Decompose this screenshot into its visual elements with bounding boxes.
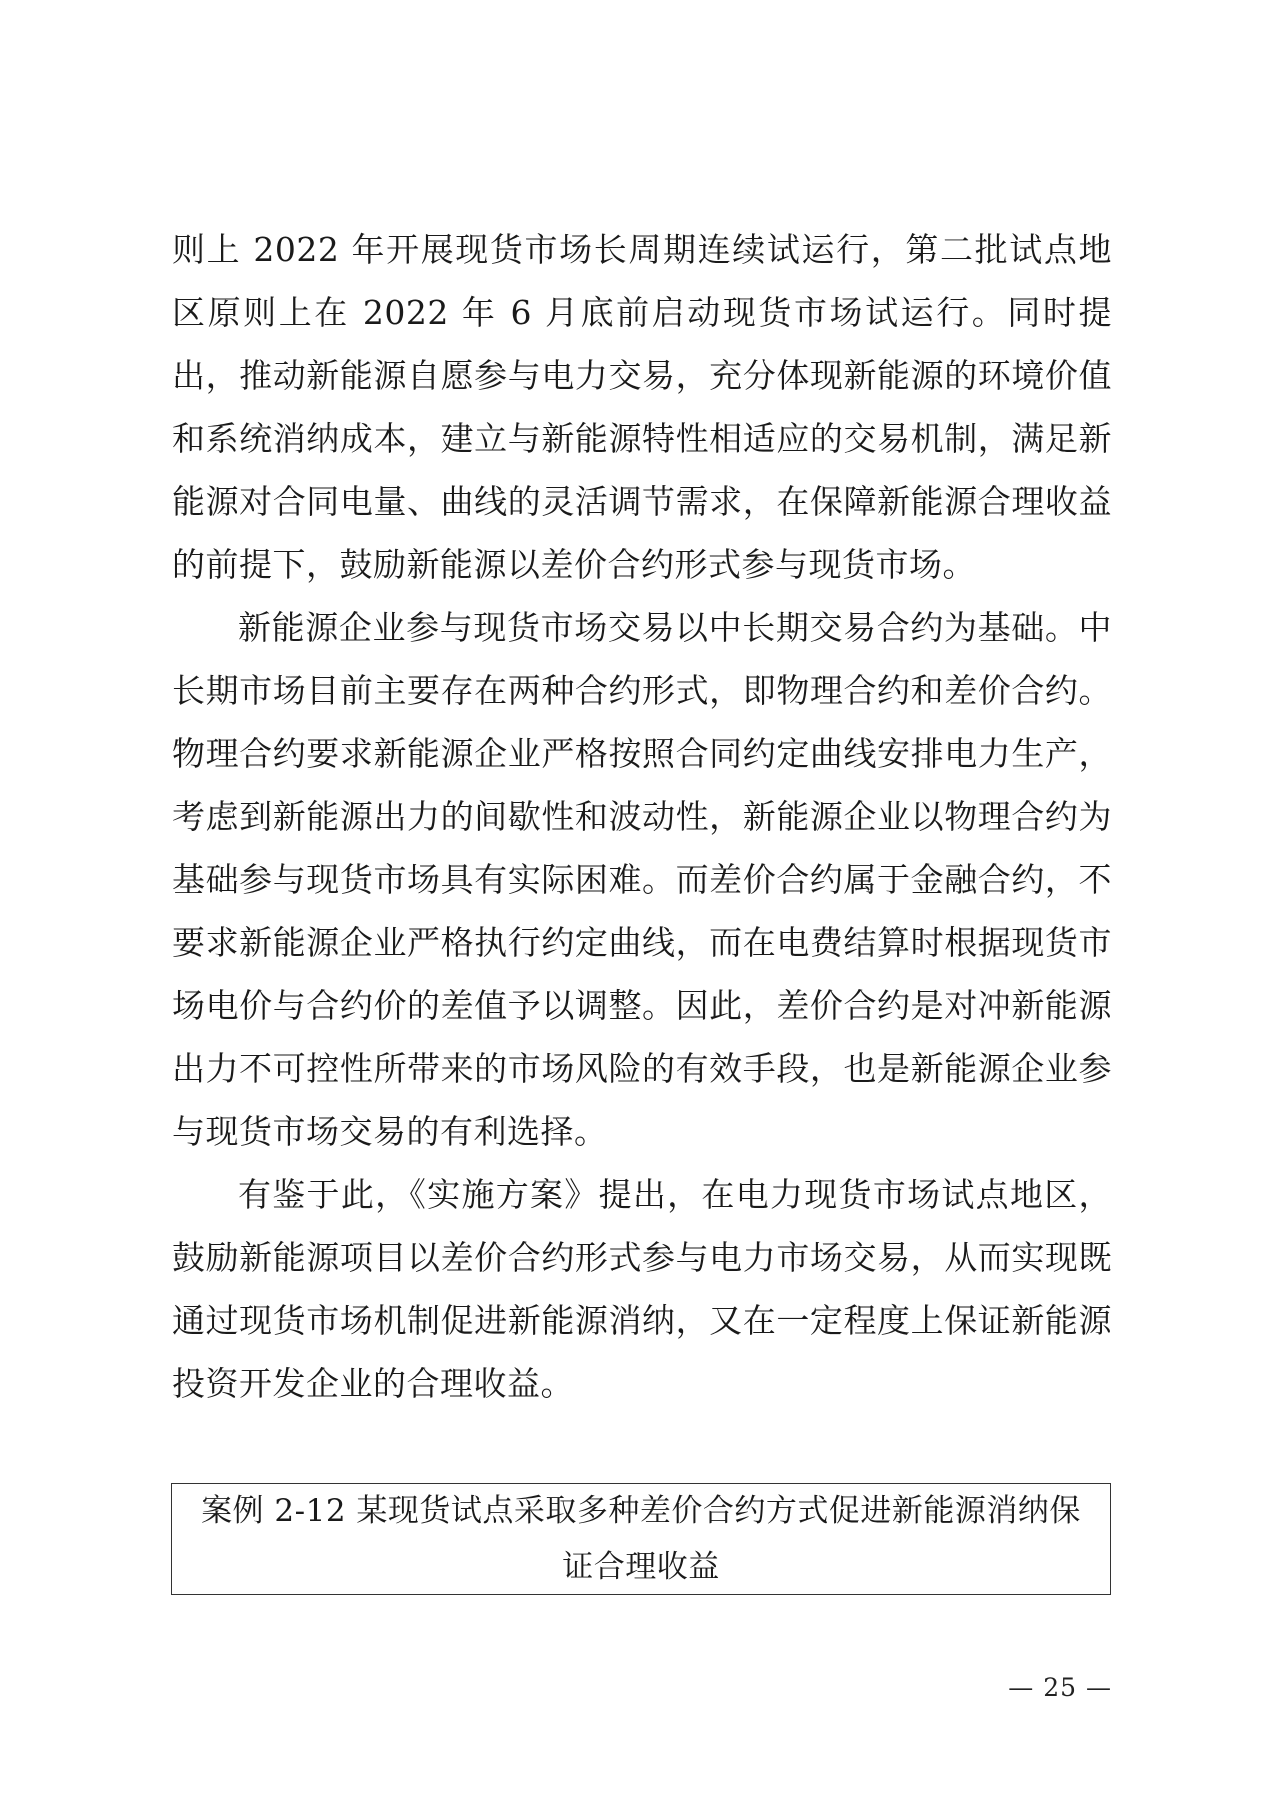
case-study-title: 案例 2-12 某现货试点采取多种差价合约方式促进新能源消纳保证合理收益 [201, 1493, 1081, 1585]
paragraph-3: 有鉴于此，《实施方案》提出，在电力现货市场试点地区，鼓励新能源项目以差价合约形式参与电力市场交易，从而实现既通过现货市场机制促进新能源消纳，又在一定程度上保证新能源投资开发企业的合理收益。 [172, 1175, 1112, 1403]
paragraph-1: 则上 2022 年开展现货市场长周期连续试运行，第二批试点地区原则上在 2022 年 6 月底前启动现货市场试运行。同时提出，推动新能源自愿参与电力交易，充分体现新能源的环境价值和系统消纳成本，建立与新能源特性相适应的交易机制，满足新能源对合同电量、曲线的灵活调节需求，在保障新能源合理收益的前提下，鼓励新能源以差价合约形式参与现货市场。 [172, 230, 1112, 584]
body-text [172, 218, 1112, 1415]
page-number: — 25 — [1008, 1673, 1112, 1702]
case-study-box [171, 1483, 1111, 1595]
paragraph-2: 新能源企业参与现货市场交易以中长期交易合约为基础。中长期市场目前主要存在两种合约形式，即物理合约和差价合约。物理合约要求新能源企业严格按照合同约定曲线安排电力生产，考虑到新能源出力的间歇性和波动性，新能源企业以物理合约为基础参与现货市场具有实际困难。而差价合约属于金融合约，不要求新能源企业严格执行约定曲线，而在电费结算时根据现货市场电价与合约价的差值予以调整。因此，差价合约是对冲新能源出力不可控性所带来的市场风险的有效手段，也是新能源企业参与现货市场交易的有利选择。 [172, 608, 1112, 1151]
